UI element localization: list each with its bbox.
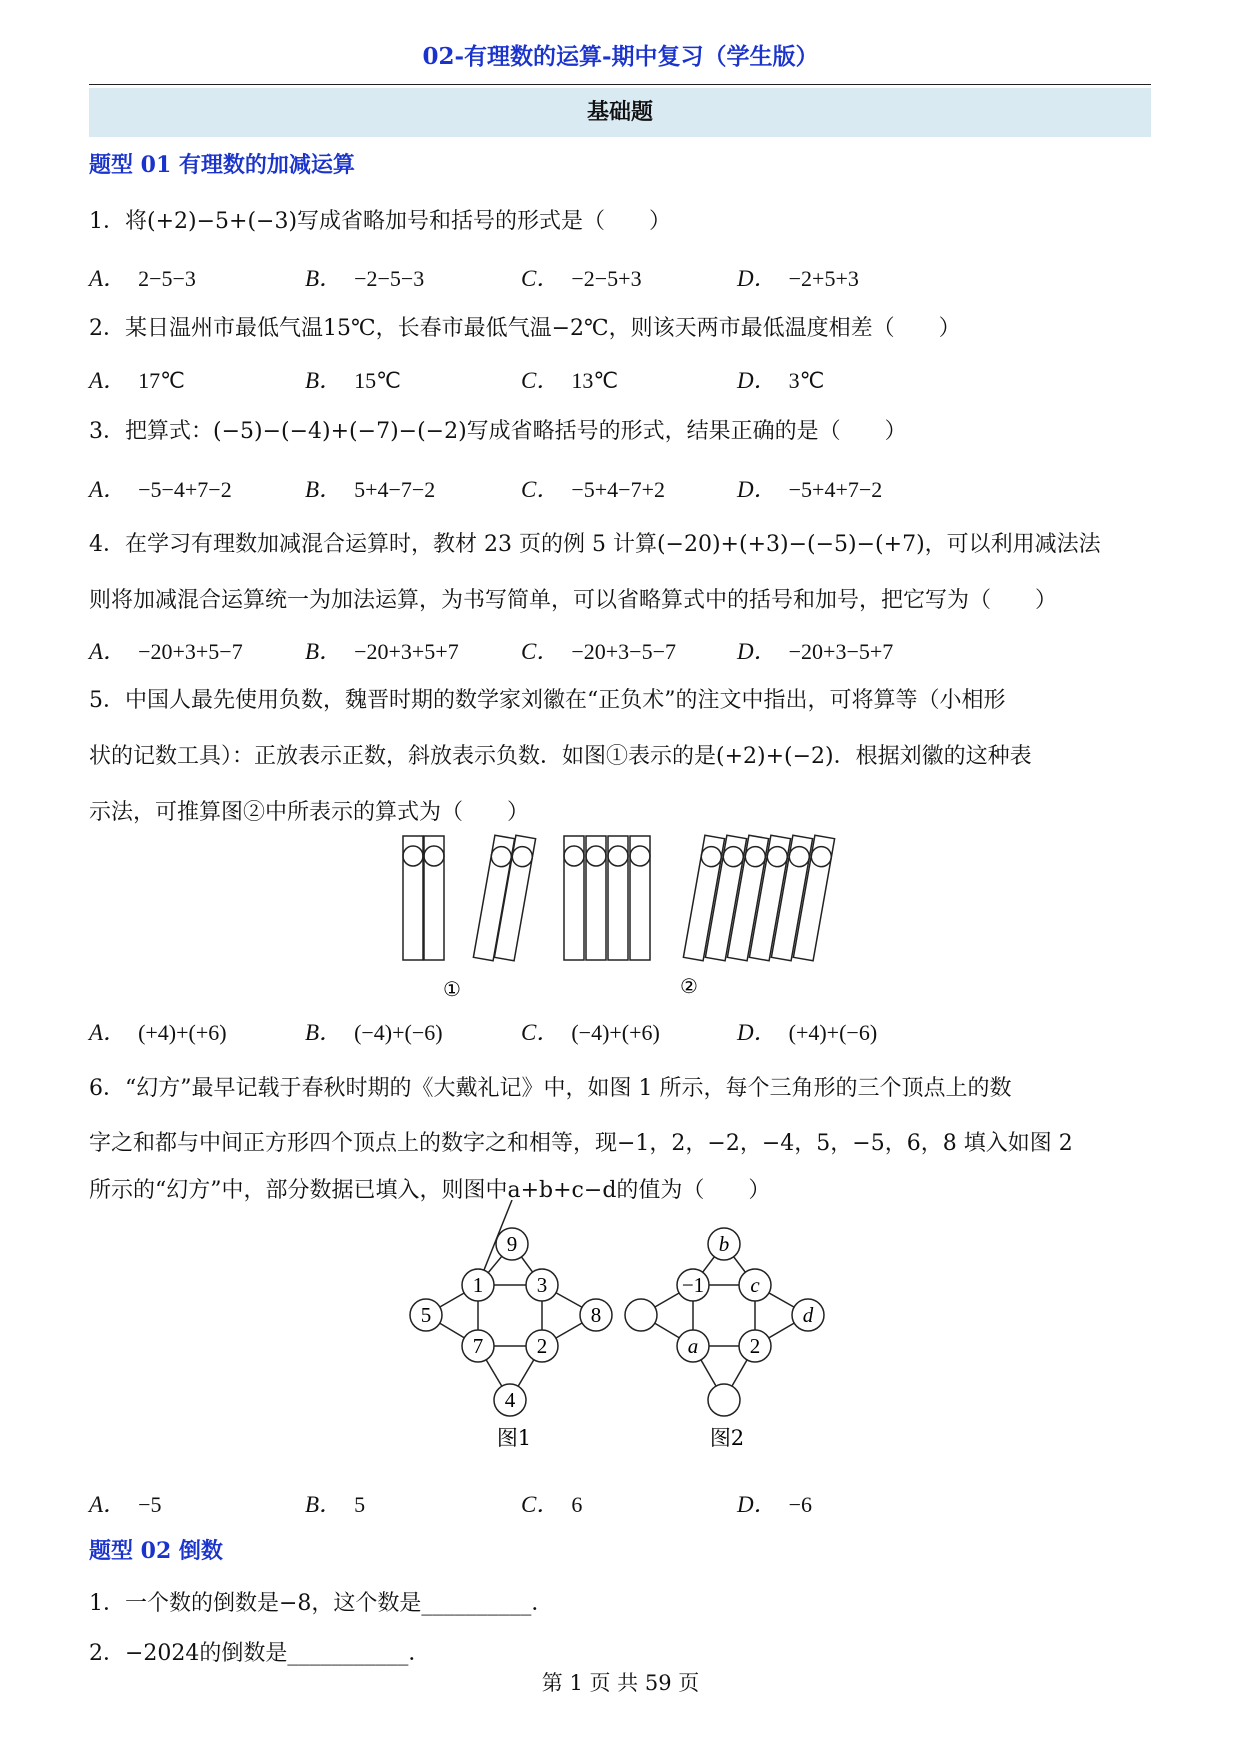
option-a[interactable]: A． 2−5−3 (89, 266, 196, 291)
node-label: −1 (681, 1273, 705, 1297)
option-b[interactable]: B． −20+3+5+7 (305, 639, 459, 664)
node (708, 1384, 740, 1416)
node (625, 1299, 657, 1331)
option-b[interactable]: B． (−4)+(−6) (305, 1020, 443, 1045)
upright-rod (564, 836, 584, 960)
node-label: 1 (472, 1273, 484, 1297)
option-d[interactable]: D． −20+3−5+7 (737, 639, 894, 664)
figure-label-1: ① (443, 979, 461, 1000)
figure-label-2: ② (680, 976, 698, 998)
question-6-line2: 字之和都与中间正方形四个顶点上的数字之和相等，现−1，2，−2，−4，5，−5，6，8 填入如图 2 (89, 1131, 1073, 1156)
upright-rod (586, 836, 606, 960)
section-band: 基础题 (89, 88, 1151, 137)
node-label: d (802, 1303, 814, 1327)
option-d[interactable]: D． (+4)+(−6) (737, 1020, 878, 1045)
reciprocal-question-2: 2．−2024的倒数是___________． (89, 1641, 431, 1666)
slanted-rod (727, 835, 768, 961)
node-label: 5 (420, 1303, 432, 1327)
option-d[interactable]: D． 3℃ (737, 368, 825, 393)
node-label: 9 (506, 1232, 518, 1256)
option-d[interactable]: D． −2+5+3 (737, 266, 859, 291)
question-5-line2: 状的记数工具）：正放表示正数，斜放表示负数．如图①表示的是(+2)+(−2)．根据刘徽的这种表 (89, 744, 1032, 769)
slanted-rod (683, 835, 724, 961)
option-b[interactable]: B． 5+4−7−2 (305, 477, 436, 502)
slanted-rod (473, 835, 514, 961)
option-b[interactable]: B． 15℃ (305, 368, 401, 393)
option-a[interactable]: A． (+4)+(+6) (89, 1020, 227, 1045)
page-footer: 第 1 页 共 59 页 (541, 1671, 700, 1695)
slanted-rod (771, 835, 812, 961)
reciprocal-question-1: 1．一个数的倒数是−8，这个数是__________． (89, 1591, 554, 1616)
question-1-stem: 1．将(+2)−5+(−3)写成省略加号和括号的形式是（ ） (89, 209, 672, 234)
option-a[interactable]: A． −5 (89, 1492, 162, 1517)
option-a[interactable]: A． 17℃ (89, 368, 185, 393)
magic-square-figure (0, 1200, 1241, 1460)
upright-rod (403, 836, 423, 960)
upright-rod (424, 836, 444, 960)
node-label: 7 (472, 1334, 484, 1358)
question-6-stem: 6．“幻方”最早记载于春秋时期的《大戴礼记》中，如图 1 所示，每个三角形的三个顶点上的数 (89, 1076, 1012, 1101)
node-label: c (750, 1273, 760, 1297)
question-6-line3: 所示的“幻方”中，部分数据已填入，则图中a+b+c−d的值为（ ） (89, 1178, 771, 1203)
figure-1-caption: 图1 (496, 1426, 532, 1450)
node-label: 3 (536, 1273, 548, 1297)
upright-rod (608, 836, 628, 960)
slanted-rod (749, 835, 790, 961)
option-d[interactable]: D． −5+4+7−2 (737, 477, 883, 502)
node-label: b (718, 1232, 730, 1256)
question-5-stem: 5．中国人最先使用负数，魏晋时期的数学家刘徽在“正负术”的注文中指出，可将算等（小相形 (89, 688, 1006, 713)
option-c[interactable]: C． −2−5+3 (521, 266, 642, 291)
option-c[interactable]: C． 6 (521, 1492, 583, 1517)
node-label: 2 (536, 1334, 548, 1358)
figure-2-edges (641, 1244, 808, 1400)
section-title-02: 题型 02 倒数 (89, 1538, 223, 1564)
node-label: 8 (590, 1303, 602, 1327)
figure-2-caption: 图2 (709, 1426, 745, 1450)
upright-rod (630, 836, 650, 960)
question-6-options (89, 1486, 1151, 1526)
question-4-stem: 4．在学习有理数加减混合运算时，教材 23 页的例 5 计算(−20)+(+3)−(−5)−(+7)，可以利用减法法 (89, 532, 1101, 557)
node-label: 2 (749, 1334, 761, 1358)
slanted-rod (705, 835, 746, 961)
node-label: a (687, 1334, 699, 1358)
question-4-line2: 则将加减混合运算统一为加法运算，为书写简单，可以省略算式中的括号和加号，把它写为（ ） (89, 588, 1058, 613)
question-5-line3: 示法，可推算图②中所表示的算式为（ ） (89, 800, 530, 825)
option-d[interactable]: D． −6 (737, 1492, 813, 1517)
section-title-01: 题型 01 有理数的加减运算 (89, 152, 355, 178)
option-b[interactable]: B． 5 (305, 1492, 366, 1517)
question-2-stem: 2．某日温州市最低气温15℃，长春市最低气温−2℃，则该天两市最低温度相差（ ） (89, 316, 961, 341)
slanted-rod (793, 835, 834, 961)
question-5-options (89, 1014, 1151, 1054)
option-c[interactable]: C． −5+4−7+2 (521, 477, 665, 502)
option-c[interactable]: C． −20+3−5−7 (521, 639, 676, 664)
page-title: 02-有理数的运算-期中复习（学生版） (422, 43, 819, 70)
option-a[interactable]: A． −20+3+5−7 (89, 639, 243, 664)
option-b[interactable]: B． −2−5−3 (305, 266, 425, 291)
node-label: 4 (504, 1388, 516, 1412)
option-a[interactable]: A． −5−4+7−2 (89, 477, 232, 502)
question-3-stem: 3．把算式：(−5)−(−4)+(−7)−(−2)写成省略括号的形式，结果正确的是（ ） (89, 419, 907, 444)
option-c[interactable]: C． (−4)+(+6) (521, 1020, 660, 1045)
slanted-rod (494, 835, 535, 961)
option-c[interactable]: C． 13℃ (521, 368, 619, 393)
